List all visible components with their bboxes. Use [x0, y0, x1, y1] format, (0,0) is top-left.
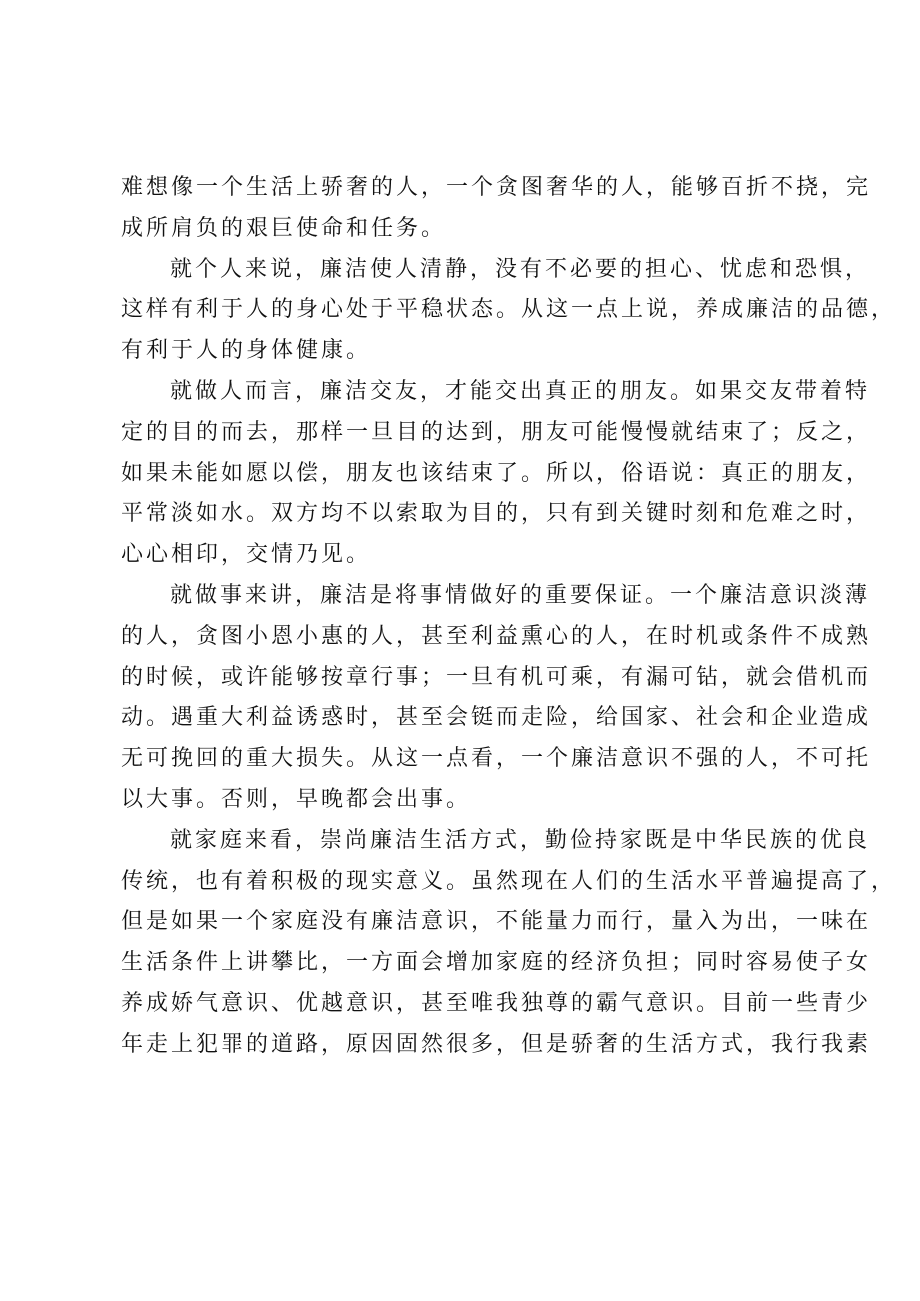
text-line: 平常淡如水。双方均不以索取为目的，只有到关键时刻和危难之时， — [121, 501, 872, 527]
paragraph-3 — [121, 372, 872, 576]
text-line: 年走上犯罪的道路，原因固然很多，但是骄奢的生活方式，我行我素 — [121, 1031, 872, 1057]
text-line: 心心相印，交情乃见。 — [121, 542, 372, 568]
text-line: 以大事。否则，早晚都会出事。 — [121, 786, 472, 812]
text-line: 无可挽回的重大损失。从这一点看，一个廉洁意识不强的人，不可托 — [121, 746, 872, 772]
text-line: 就个人来说，廉洁使人清静，没有不必要的担心、忧虑和恐惧， — [170, 256, 871, 282]
text-line: 有利于人的身体健康。 — [121, 338, 372, 364]
text-line: 养成娇气意识、优越意识，甚至唯我独尊的霸气意识。目前一些青少 — [121, 990, 872, 1016]
document-body — [121, 168, 897, 1066]
text-line: 但是如果一个家庭没有廉洁意识，不能量力而行，量入为出，一味在 — [121, 909, 872, 935]
paragraph-4 — [121, 576, 872, 821]
text-line: 如果未能如愿以偿，朋友也该结束了。所以，俗语说：真正的朋友， — [121, 460, 872, 486]
text-line: 定的目的而去，那样一旦目的达到，朋友可能慢慢就结束了；反之， — [121, 419, 872, 445]
text-line: 就家庭来看，崇尚廉洁生活方式，勤俭持家既是中华民族的优良 — [170, 827, 871, 853]
text-line: 就做事来讲，廉洁是将事情做好的重要保证。一个廉洁意识淡薄 — [170, 582, 871, 608]
text-line: 成所肩负的艰巨使命和任务。 — [121, 215, 447, 241]
paragraph-1 — [121, 168, 872, 250]
text-line: 生活条件上讲攀比，一方面会增加家庭的经济负担；同时容易使子女 — [121, 950, 872, 976]
paragraph-5 — [121, 821, 897, 1066]
text-line: 就做人而言，廉洁交友，才能交出真正的朋友。如果交友带着特 — [170, 378, 871, 404]
text-line: 动。遇重大利益诱惑时，甚至会铤而走险，给国家、社会和企业造成 — [121, 705, 872, 731]
text-line: 难想像一个生活上骄奢的人，一个贪图奢华的人，能够百折不挠，完 — [121, 175, 872, 200]
paragraph-2 — [121, 250, 897, 372]
text-line: 这样有利于人的身心处于平稳状态。从这一点上说，养成廉洁的品德， — [121, 297, 897, 323]
text-line: 传统，也有着积极的现实意义。虽然现在人们的生活水平普遍提高了， — [121, 868, 897, 894]
text-line: 的人，贪图小恩小惠的人，甚至利益熏心的人，在时机或条件不成熟 — [121, 623, 872, 649]
text-line: 的时候，或许能够按章行事；一旦有机可乘，有漏可钻，就会借机而 — [121, 664, 872, 690]
